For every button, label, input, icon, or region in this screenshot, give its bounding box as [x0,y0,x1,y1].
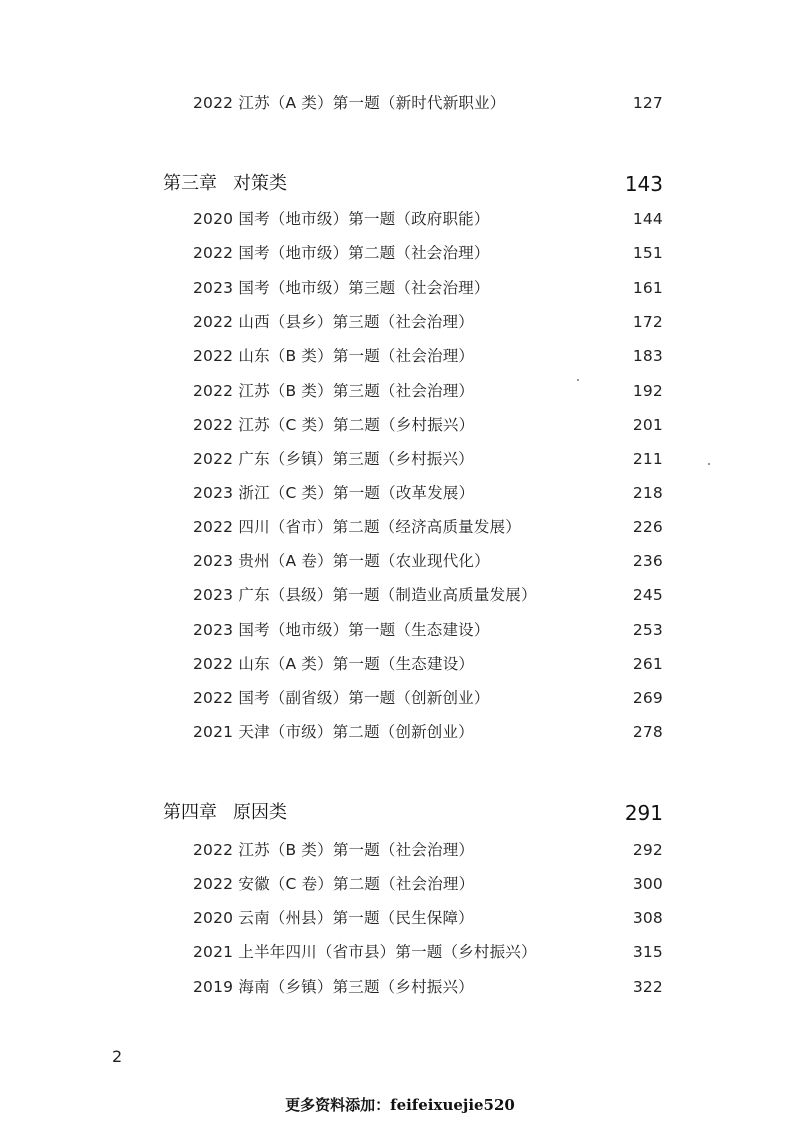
toc-entry-title: 2022 江苏（A 类）第一题（新时代新职业） [193,94,506,112]
toc-entry [193,413,663,437]
toc-entry-page: 269 [632,689,663,707]
toc-entry-page: 218 [632,484,663,502]
toc-entry-title: 2022 江苏（B 类）第一题（社会治理） [193,841,475,859]
toc-entry [193,515,663,539]
toc-entry-title: 2023 国考（地市级）第一题（生态建设） [193,621,490,639]
toc-entry-title: 2022 山西（县乡）第三题（社会治理） [193,313,474,331]
toc-entry-page: 211 [632,450,663,468]
toc-entry-title: 2022 国考（地市级）第二题（社会治理） [193,244,490,262]
toc-entry-title: 2023 国考（地市级）第三题（社会治理） [193,279,490,297]
toc-entry-title: 2021 上半年四川（省市县）第一题（乡村振兴） [193,943,537,961]
toc-entry-page: 236 [632,552,663,570]
toc-entry [193,940,663,964]
toc-entry-page: 144 [632,210,663,228]
toc-entry [193,652,663,676]
toc-entry-page: 172 [632,313,663,331]
toc-entry [193,207,663,231]
toc-entry [193,720,663,744]
toc-entry [193,686,663,710]
toc-entry-title: 2021 天津（市级）第二题（创新创业） [193,723,474,741]
toc-entry-title: 2022 山东（B 类）第一题（社会治理） [193,347,475,365]
toc-entry-page: 192 [632,382,663,400]
toc-entry-title: 2023 广东（县级）第一题（制造业高质量发展） [193,586,537,604]
toc-entry-page: 161 [632,279,663,297]
toc-entry-title: 2022 安徽（C 卷）第二题（社会治理） [193,875,475,893]
toc-entry-page: 308 [632,909,663,927]
chapter-heading-3 [163,170,663,198]
chapter-title [163,170,287,198]
toc-entry-page: 183 [632,347,663,365]
toc-entry [193,91,663,115]
page-number: 2 [112,1047,123,1066]
toc-entry [193,241,663,265]
toc-entry [193,549,663,573]
toc-entry [193,481,663,505]
toc-entry-title: 2019 海南（乡镇）第三题（乡村振兴） [193,978,474,996]
toc-entry-title: 2020 国考（地市级）第一题（政府职能） [193,210,490,228]
toc-entry-title: 2022 山东（A 类）第一题（生态建设） [193,655,475,673]
toc-entry [193,906,663,930]
toc-entry-title: 2023 贵州（A 卷）第一题（农业现代化） [193,552,490,570]
toc-entry [193,583,663,607]
chapter-number: 第四章 [163,802,217,823]
toc-entry-page: 201 [632,416,663,434]
chapter-page: 291 [624,801,663,825]
toc-entry-title: 2023 浙江（C 类）第一题（改革发展） [193,484,475,502]
chapter-heading-4 [163,799,663,827]
toc-entry-title: 2022 四川（省市）第二题（经济高质量发展） [193,518,521,536]
toc-entry [193,975,663,999]
toc-entry [193,872,663,896]
toc-entry-page: 253 [632,621,663,639]
toc-entry [193,618,663,642]
toc-entry-page: 151 [632,244,663,262]
toc-entry-title: 2022 国考（副省级）第一题（创新创业） [193,689,490,707]
chapter-number: 第三章 [163,173,217,194]
toc-entry [193,344,663,368]
toc-entry-page: 226 [632,518,663,536]
scan-speck [708,463,710,465]
toc-entry-page: 245 [632,586,663,604]
scan-speck [577,379,579,381]
toc-entry-title: 2022 江苏（B 类）第三题（社会治理） [193,382,475,400]
toc-entry-title: 2022 江苏（C 类）第二题（乡村振兴） [193,416,475,434]
chapter-page: 143 [624,172,663,196]
chapter-title [163,799,287,827]
toc-entry-page: 127 [632,94,663,112]
toc-entry [193,447,663,471]
toc-entry-page: 261 [632,655,663,673]
toc-entry-page: 292 [632,841,663,859]
toc-entry-page: 300 [632,875,663,893]
toc-entry [193,276,663,300]
chapter-name: 对策类 [233,173,287,194]
toc-entry-title: 2020 云南（州县）第一题（民生保障） [193,909,474,927]
footer-note: 更多资料添加：feifeixuejie520 [285,1096,515,1114]
toc-entry [193,838,663,862]
chapter-name: 原因类 [233,802,287,823]
toc-entry-title: 2022 广东（乡镇）第三题（乡村振兴） [193,450,474,468]
toc-entry-page: 315 [632,943,663,961]
toc-entry-page: 322 [632,978,663,996]
toc-entry-page: 278 [632,723,663,741]
toc-entry [193,310,663,334]
toc-entry [193,379,663,403]
